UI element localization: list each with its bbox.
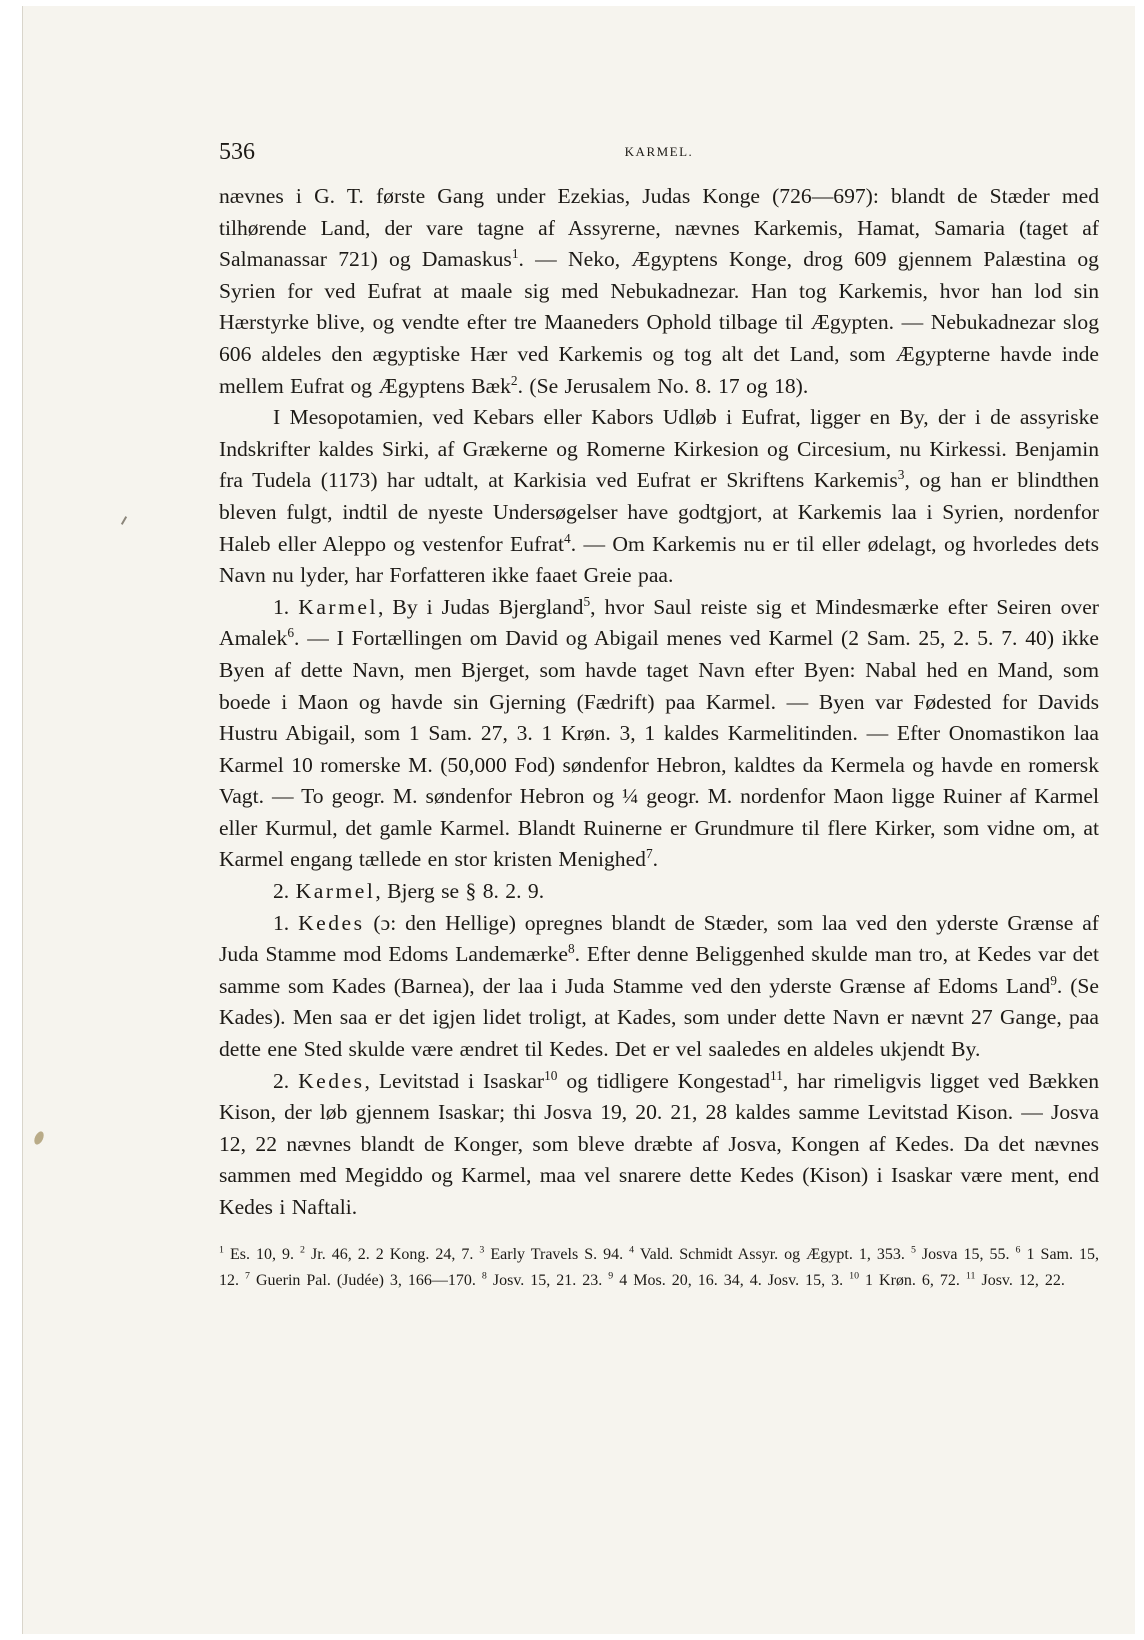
text-run: . (652, 847, 659, 872)
text-run: I Mesopotamien, ved Kebars eller Kabors Udløb i Eufrat, ligger en By, der i de assyriske Indskrifter kaldes Sirki, af Grækerne og Romerne Kirkesion og Circesium, nu Kirkessi. Benjamin fra Tudela (1173) har udtalt, at Karkisia ved Eufrat er Skriftens Karkemis (219, 405, 1099, 493)
footnote-ref: 9 (1050, 972, 1057, 988)
footnote-ref: 4 (629, 1244, 635, 1256)
text-run: Early Travels S. 94. (484, 1245, 630, 1263)
text-run: 4 Mos. 20, 16. 34, 4. Josv. 15, 3. (613, 1271, 850, 1289)
book-page (219, 139, 1099, 1294)
text-run: , har rimeligvis ligget ved Bækken Kison, der løb gjennem Isaskar; thi Josva 19, 20. 21, 28 kaldes samme Levitstad Kison. — Josva 12, 22 nævnes blandt de Konger, som bleve dræbte af Josva, Kongen af Kedes. Da det nævnes sammen med Megiddo og Karmel, maa vel snarere dette Kedes (Kison) i Isaskar være ment, end Kedes i Naftali. (219, 1068, 1100, 1219)
footnote-ref: 8 (567, 941, 575, 957)
text-run: (ɔ: den Hellige) opregnes blandt de Stæder, som laa ved den yderste Grænse af Juda Stamme mod Edoms Landemærke (219, 910, 1099, 967)
footnote-ref: 6 (1015, 1244, 1021, 1256)
paragraph (219, 908, 1099, 1066)
footnote-ref: 5 (583, 593, 591, 609)
text-run: 1. (273, 910, 299, 935)
text-run: , Levitstad i Isaskar (364, 1068, 545, 1093)
running-head (219, 139, 1099, 181)
text-run: 2. (273, 1068, 299, 1093)
text-run: . Efter denne Beliggenhed skulde man tro, at Kedes var det samme som Kades (Barnea), der laa i Juda Stamme ved den yderste Grænse af Edoms Land (219, 942, 1100, 998)
text-run: 1 Krøn. 6, 72. (859, 1271, 966, 1289)
text-run: , og han er blindthen bleven fulgt, indtil de nyeste Undersøgelser have godtgjort, at Karkemis laa i Syrien, nordenfor Haleb eller Aleppo og vestenfor Eufrat (219, 468, 1099, 556)
footnotes (219, 1242, 1099, 1294)
paragraph (219, 1066, 1099, 1224)
scanned-page-sheet (22, 6, 1135, 1634)
margin-pencil-mark (121, 516, 127, 525)
footnote-ref: 3 (479, 1244, 485, 1256)
footnote-ref: 1 (219, 1244, 224, 1256)
text-run: Josv. 12, 22. (975, 1271, 1065, 1289)
text-run: , Bjerg se § 8. 2. 9. (375, 879, 545, 904)
footnote-ref: 10 (849, 1270, 860, 1282)
text-run: Guerin Pal. (Judée) 3, 166—170. (249, 1271, 482, 1289)
text-run: . (Se Kades). Men saa er det igjen lidet troligt, at Kades, som under dette Navn er nævnt 27 Gange, paa dette ene Sted skulde være ændret til Kedes. Det er vel saaledes en aldeles ukjendt By. (219, 973, 1099, 1062)
text-run: Josva 15, 55. (915, 1245, 1016, 1263)
text-run: 1 Sam. 15, 12. (219, 1245, 1100, 1289)
text-run: 2. (273, 879, 296, 904)
footnote-ref: 2 (510, 372, 518, 388)
entry-heading: Karmel (298, 594, 378, 619)
footnote-ref: 7 (645, 846, 653, 862)
footnote-ref: 9 (608, 1270, 614, 1282)
text-run: 1. (273, 594, 299, 619)
paragraph (219, 181, 1099, 402)
text-run: Es. 10, 9. (223, 1245, 301, 1263)
text-run: Vald. Schmidt Assyr. og Ægypt. 1, 353. (634, 1245, 911, 1263)
footnote-block (219, 1242, 1099, 1294)
footnote-ref: 1 (511, 246, 519, 261)
footnote-ref: 11 (770, 1067, 783, 1083)
text-run: nævnes i G. T. første Gang under Ezekias, Judas Konge (726—697): blandt de Stæder med tilhørende Land, der vare tagne af Assyrerne, nævnes Karkemis, Hamat, Samaria (taget af Salmanassar 721) og Damaskus (219, 184, 1099, 272)
entry-heading: Kedes (298, 1068, 365, 1093)
text-run: . — Om Karkemis nu er til eller ødelagt, og hvorledes dets Navn nu lyder, har Forfatteren ikke faaet Greie paa. (219, 531, 1099, 588)
text-run: , By i Judas Bjergland (377, 594, 584, 619)
text-run: Josv. 15, 21. 23. (486, 1271, 609, 1289)
paragraph (219, 402, 1099, 592)
page-number: 536 (219, 139, 255, 165)
footnote-ref: 2 (300, 1244, 305, 1256)
body-text (219, 181, 1099, 1224)
paragraph (219, 592, 1099, 876)
footnote-ref: 4 (564, 530, 571, 546)
footnote-ref: 5 (910, 1244, 916, 1256)
paper-stain (32, 1130, 45, 1146)
footnote-ref: 10 (544, 1067, 558, 1083)
text-run: , hvor Saul reiste sig et Mindesmærke efter Seiren over Amalek (219, 594, 1099, 651)
running-title: KARMEL. (624, 144, 694, 159)
entry-heading: Karmel (295, 879, 376, 904)
footnote-ref: 7 (245, 1270, 250, 1282)
text-run: . — I Fortællingen om David og Abigail menes ved Karmel (2 Sam. 25, 2. 5. 7. 40) ikke Byen af dette Navn, men Bjerget, som havde taget Navn efter Byen: Nabal hed en Mand, som boede i Maon og havde sin Gjerning (Fædrift) paa Karmel. — Byen var Fødested for Davids Hustru Abigail, som 1 Sam. 27, 3. 1 Krøn. 3, 1 kaldes Karmelitinden. — Efter Onomastikon laa Karmel 10 romerske M. (50,000 Fod) søndenfor Hebron, kaldtes da Kermela og havde en romersk Vagt. — To geogr. M. søndenfor Hebron og ¼ geogr. M. nordenfor Maon ligge Ruiner af Karmel eller Kurmul, det gamle Karmel. Blandt Ruinerne er Grundmure til flere Kirker, som vidne om, at Karmel engang tællede en stor kristen Menighed (219, 626, 1099, 872)
text-run: . — Neko, Ægyptens Konge, drog 609 gjennem Palæstina og Syrien for ved Eufrat at maale sig med Nebukadnezar. Han tog Karkemis, hvor han lod sin Hærstyrke blive, og vendte efter tre Maaneders Ophold tilbage til Ægypten. — Nebukadnezar slog 606 aldeles den ægyptiske Hær ved Karkemis og tog alt det Land, som Ægypterne havde inde mellem Eufrat og Ægyptens Bæk (219, 247, 1099, 398)
text-run: Jr. 46, 2. 2 Kong. 24, 7. (305, 1245, 480, 1263)
footnote-ref: 3 (897, 467, 905, 483)
footnote-ref: 8 (481, 1270, 487, 1282)
entry-heading: Kedes (298, 910, 365, 935)
paragraph (219, 876, 1099, 908)
text-run: og tidligere Kongestad (557, 1068, 771, 1093)
footnote-ref: 6 (287, 625, 295, 641)
text-run: . (Se Jerusalem No. 8. 17 og 18). (517, 373, 809, 398)
footnote-ref: 11 (965, 1270, 976, 1282)
